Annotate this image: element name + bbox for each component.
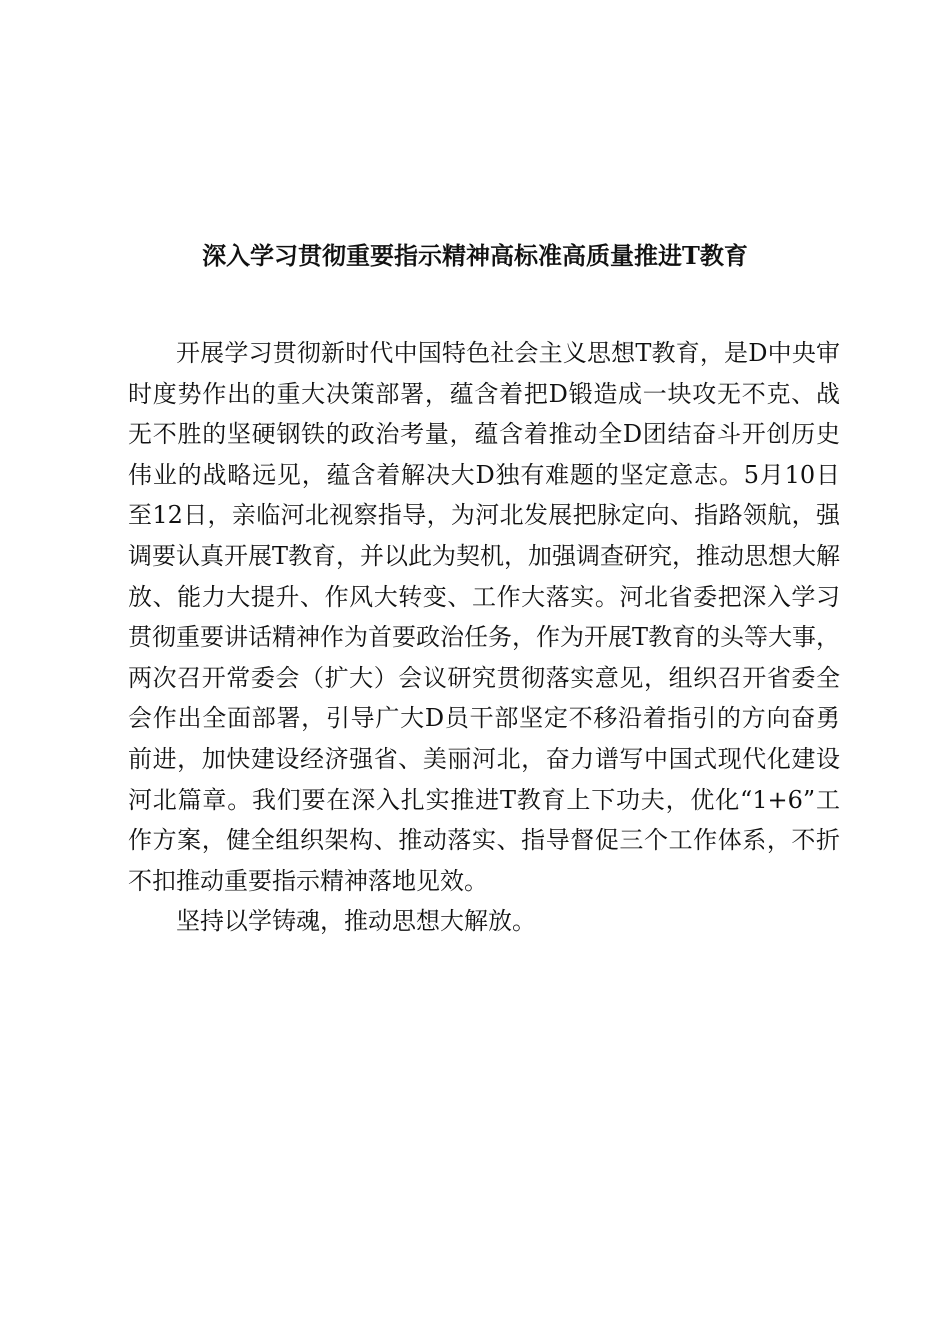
document-body — [128, 333, 840, 942]
paragraph-1: 开展学习贯彻新时代中国特色社会主义思想T教育，是D中央审时度势作出的重大决策部署，蕴含着把D锻造成一块攻无不克、战无不胜的坚硬钢铁的政治考量，蕴含着推动全D团结奋斗开创历史伟业的战略远见，蕴含着解决大D独有难题的坚定意志。5月10日至12日，亲临河北视察指导，为河北发展把脉定向、指路领航，强调要认真开展T教育，并以此为契机，加强调查研究，推动思想大解放、能力大提升、作风大转变、工作大落实。河北省委把深入学习贯彻重要讲话精神作为首要政治任务，作为开展T教育的头等大事，两次召开常委会（扩大）会议研究贯彻落实意见，组织召开省委全会作出全面部署，引导广大D员干部坚定不移沿着指引的方向奋勇前进，加快建设经济强省、美丽河北，奋力谱写中国式现代化建设河北篇章。我们要在深入扎实推进T教育上下功夫，优化“1+6”工作方案，健全组织架构、推动落实、指导督促三个工作体系，不折不扣推动重要指示精神落地见效。 — [128, 339, 841, 895]
document-title: 深入学习贯彻重要指示精神高标准高质量推进T教育 — [202, 241, 748, 270]
paragraph-2: 坚持以学铸魂，推动思想大解放。 — [176, 907, 536, 936]
